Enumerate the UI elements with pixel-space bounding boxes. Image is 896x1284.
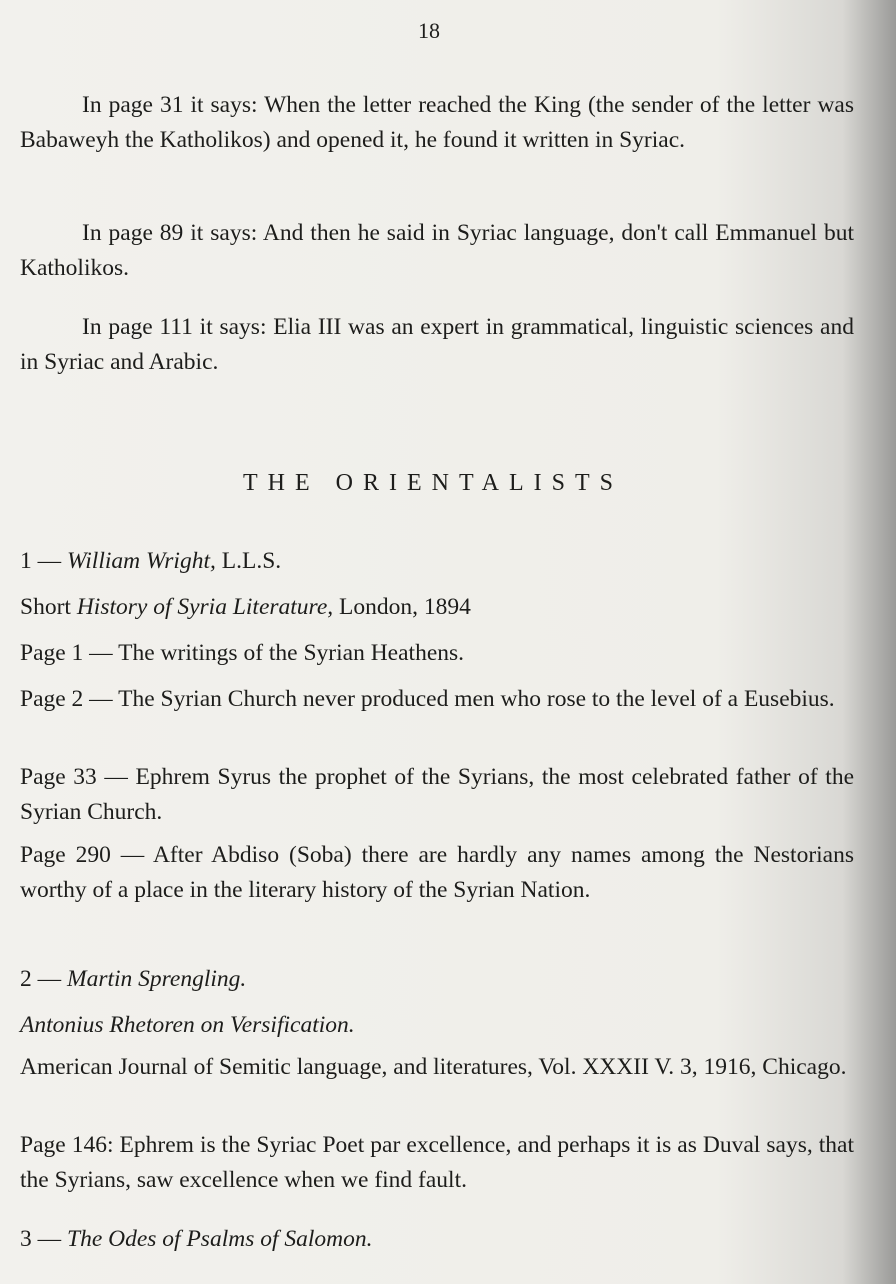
paragraph-page-89: In page 89 it says: And then he said in Syriac language, don't call Emmanuel but Katholikos. bbox=[20, 220, 854, 281]
author-name: Martin Sprengling. bbox=[67, 966, 247, 992]
entry-2-page-146: Page 146: Ephrem is the Syriac Poet par excellence, and perhaps it is as Duval says, that the Syrians, saw excellence when we find fault. bbox=[20, 1132, 854, 1193]
entry-1-page-33: Page 33 — Ephrem Syrus the prophet of the Syrians, the most celebrated father of the Syrian Church. bbox=[20, 764, 854, 825]
entry-2-journal: American Journal of Semitic language, and literatures, Vol. XXXII V. 3, 1916, Chicago. bbox=[20, 1054, 847, 1080]
paragraph-page-31: In page 31 it says: When the letter reached the King (the sender of the letter was Babaweyh the Katholikos) and opened it, he found it written in Syriac. bbox=[20, 92, 854, 153]
entry-1-page-290: Page 290 — After Abdiso (Soba) there are hardly any names among the Nestorians worthy of a place in the literary history of the Syrian Nation. bbox=[20, 842, 854, 903]
author-name: William Wright, bbox=[67, 548, 216, 574]
work-title: Antonius Rhetoren on Versification. bbox=[20, 1012, 355, 1038]
book-prefix: Short bbox=[20, 594, 77, 620]
paragraph-page-111: In page 111 it says: Elia III was an expert in grammatical, linguistic sciences and in Syriac and Arabic. bbox=[20, 314, 854, 375]
entry-1-page-2: Page 2 — The Syrian Church never produced men who rose to the level of a Eusebius. bbox=[20, 686, 835, 712]
entry-1-heading bbox=[20, 544, 850, 579]
entry-number: 3 — bbox=[20, 1226, 67, 1252]
book-title: History of Syria Literature, bbox=[76, 594, 334, 620]
work-title: The Odes of Psalms of Salomon. bbox=[67, 1226, 373, 1252]
entry-number: 2 — bbox=[20, 966, 67, 992]
entry-1-book bbox=[20, 590, 850, 625]
entry-2-title bbox=[20, 1008, 850, 1043]
author-suffix: L.L.S. bbox=[215, 548, 282, 574]
section-title: THE ORIENTALISTS bbox=[242, 470, 624, 496]
page-number: 18 bbox=[418, 18, 440, 43]
entry-2-heading bbox=[20, 962, 850, 997]
book-publication: London, 1894 bbox=[333, 594, 471, 620]
entry-1-page-1: Page 1 — The writings of the Syrian Heathens. bbox=[20, 640, 465, 666]
entry-number: 1 — bbox=[20, 548, 67, 574]
entry-3-heading bbox=[20, 1222, 850, 1257]
